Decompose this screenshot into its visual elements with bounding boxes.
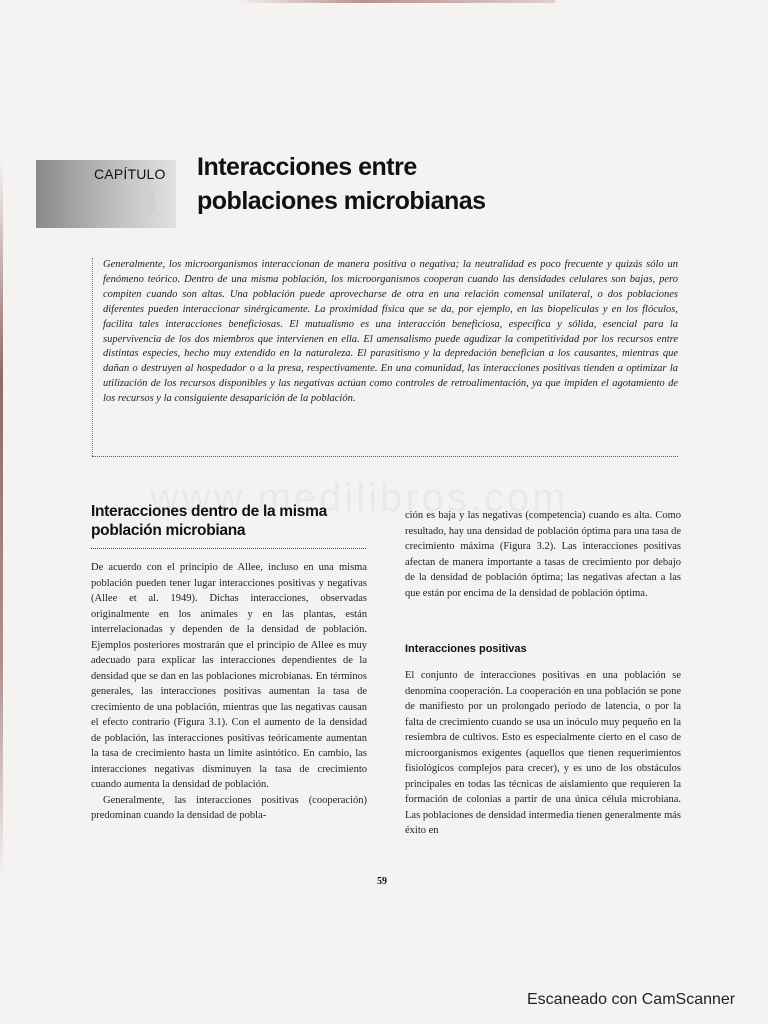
scan-left-edge	[0, 160, 3, 880]
section-heading: Interacciones dentro de la misma población microbiana	[91, 503, 327, 539]
section-divider	[91, 548, 366, 549]
scan-edge-mark	[235, 0, 555, 3]
chapter-number: 3	[138, 183, 157, 221]
chapter-label: CAPÍTULO	[94, 166, 166, 182]
page-number: 59	[377, 876, 387, 887]
subsection-heading: Interacciones positivas	[405, 643, 527, 655]
body-paragraph: Generalmente, las interacciones positivas (cooperación) predominan cuando la densidad de pobla-	[91, 794, 367, 821]
body-paragraph: ción es baja y las negativas (competencia) cuando es alta. Como resultado, hay una densidad de población óptima para una tasa de crecimiento máxima (Figura 3.2). Las interacciones positivas afectan de manera importante a tasas de crecimiento por debajo de la densidad de población óptima; las negativas afectan a las que están por encima de la densidad de población óptima.	[405, 510, 681, 599]
abstract-divider	[92, 456, 678, 457]
scanner-watermark: Escaneado con CamScanner	[527, 991, 736, 1008]
left-column	[91, 560, 367, 824]
body-paragraph: El conjunto de interacciones positivas en una población se denomina cooperación. La cooperación en una población se pone de manifiesto por un prolongado período de latencia, o por la falta de crecimiento cuando se usa un inóculo muy pequeño en la resiembra de cultivos. Esto es especialmente cierto en el caso de microorganismos exigentes (aquellos que tienen requerimientos fisiológicos complejos para crecer), y es uno de los obstáculos principales en todas las técnicas de aislamiento que requieren la formación de colonias a partir de una única célula microbiana. Las poblaciones de densidad intermedia tienen generalmente más éxito en	[405, 670, 681, 836]
abstract-left-border	[92, 258, 93, 456]
chapter-title: Interacciones entre poblaciones microbianas	[197, 153, 486, 215]
body-paragraph: De acuerdo con el principio de Allee, incluso en una misma población pueden tener lugar interacciones positivas y negativas (Allee et al. 1949). Dichas interacciones, observadas originalmente en los animales y en las plantas, están interrelacionadas y dependen de la densidad de población. Ejemplos posteriores mostrarán que el principio de Allee es muy adecuado para explicar las interacciones dependientes de la densidad que se dan en las poblaciones microbianas. En términos generales, las interacciones positivas aumentan la tasa de crecimiento de una población, mientras que las negativas causan el efecto contrario (Figura 3.1). Con el aumento de la densidad de población, las interacciones positivas teóricamente aumentan la tasa de crecimiento hasta un límite asintótico. En cambio, las interacciones negativas disminuyen la tasa de crecimiento cuando aumenta la densidad de población.	[91, 562, 367, 790]
chapter-abstract: Generalmente, los microorganismos interaccionan de manera positiva o negativa; la neutralidad es poco frecuente y quizás sólo un fenómeno teórico. Dentro de una misma población, los microorganismos cooperan cuando las densidades celulares son bajas, pero compiten cuando son altas. Una población puede aprovecharse de otra en una relación comensal unilateral, o dos poblaciones diferentes pueden interaccionar sinérgicamente. La proximidad física que se da, por ejemplo, en las biopelículas y en los flóculos, facilita tales interacciones beneficiosas. El mutualismo es una interacción beneficiosa, específica y sólida, esencial para la supervivencia de los dos miembros que intervienen en ella. El amensalismo puede agudizar la competitividad por los recursos entre distintas especies, hecho muy extendido en la naturaleza. El parasitismo y la depredación benefician a los causantes, mientras que dañan o destruyen al hospedador o a la presa, respectivamente. En una comunidad, las interacciones positivas tienden a optimizar la utilización de los recursos disponibles y las negativas actúan como controles de retroalimentación, ya que impiden el agotamiento de los recursos y la consiguiente desaparición de la población.	[103, 259, 678, 405]
